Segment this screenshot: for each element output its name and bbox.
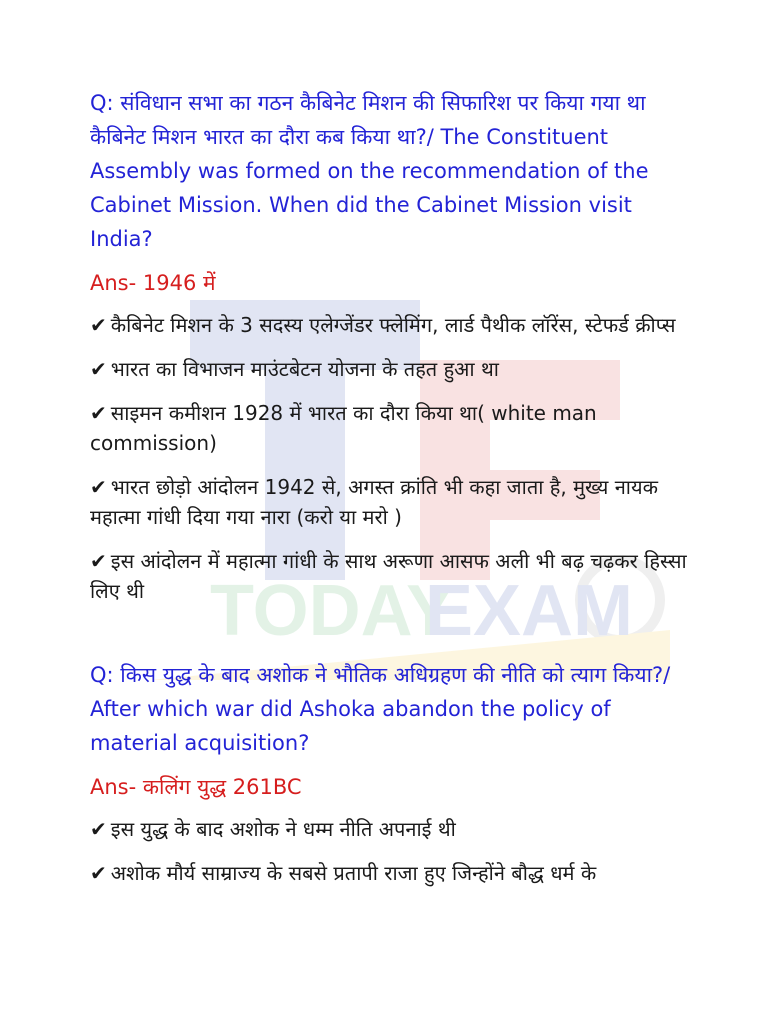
qa-block-2 — [90, 658, 690, 888]
question-text: Q: संविधान सभा का गठन कैबिनेट मिशन की सिफारिश पर किया गया था कैबिनेट मिशन भारत का दौरा कब किया था?/ The Constituent Assembly was formed on the recommendation of the Cabinet Mission. When did the Cabinet Mission visit India? — [90, 91, 649, 251]
bullet-text: इस आंदोलन में महात्मा गांधी के साथ अरूणा आसफ अली भी बढ़ चढ़कर हिस्सा लिए थी — [90, 549, 687, 603]
block-spacer — [90, 620, 690, 658]
watermark-text-top: TODAY — [210, 571, 455, 651]
check-icon: ✔ — [90, 475, 107, 499]
bullet-text: भारत का विभाजन माउंटबेटन योजना के तहत हुआ था — [110, 357, 499, 381]
bullet-text: साइमन कमीशन 1928 में भारत का दौरा किया था( white man commission) — [90, 401, 597, 455]
bullet-text: भारत छोड़ो आंदोलन 1942 से, अगस्त क्रांति भी कहा जाता है, मुख्य नायक महात्मा गांधी दिया गया नारा (करो या मरो ) — [90, 475, 658, 529]
bullet-point — [90, 858, 690, 888]
check-icon: ✔ — [90, 313, 107, 337]
check-icon: ✔ — [90, 861, 107, 885]
bullet-text: इस युद्ध के बाद अशोक ने धम्म नीति अपनाई थी — [110, 817, 456, 841]
bullet-point — [90, 398, 690, 458]
check-icon: ✔ — [90, 401, 107, 425]
bullet-point — [90, 310, 690, 340]
bullet-point — [90, 546, 690, 606]
check-icon: ✔ — [90, 549, 107, 573]
bullet-point — [90, 354, 690, 384]
check-icon: ✔ — [90, 357, 107, 381]
bullet-point — [90, 472, 690, 532]
answer-text: Ans- 1946 में — [90, 271, 216, 295]
watermark-text-bottom: EXAM — [425, 571, 634, 651]
bullet-point — [90, 814, 690, 844]
bullet-text: कैबिनेट मिशन के 3 सदस्य एलेग्जेंडर फ्लेमिंग, लार्ड पैथीक लॉरेंस, स्टेफर्ड क्रीप्स — [110, 313, 676, 337]
bullet-text: अशोक मौर्य साम्राज्य के सबसे प्रतापी राजा हुए जिन्होंने बौद्ध धर्म के — [110, 861, 597, 885]
check-icon: ✔ — [90, 817, 107, 841]
qa-content — [90, 86, 690, 902]
answer-text: Ans- कलिंग युद्ध 261BC — [90, 775, 302, 799]
question-text: Q: किस युद्ध के बाद अशोक ने भौतिक अधिग्रहण की नीति को त्याग किया?/ After which war did Ashoka abandon the policy of material acquisition? — [90, 663, 671, 755]
qa-block-1 — [90, 86, 690, 606]
